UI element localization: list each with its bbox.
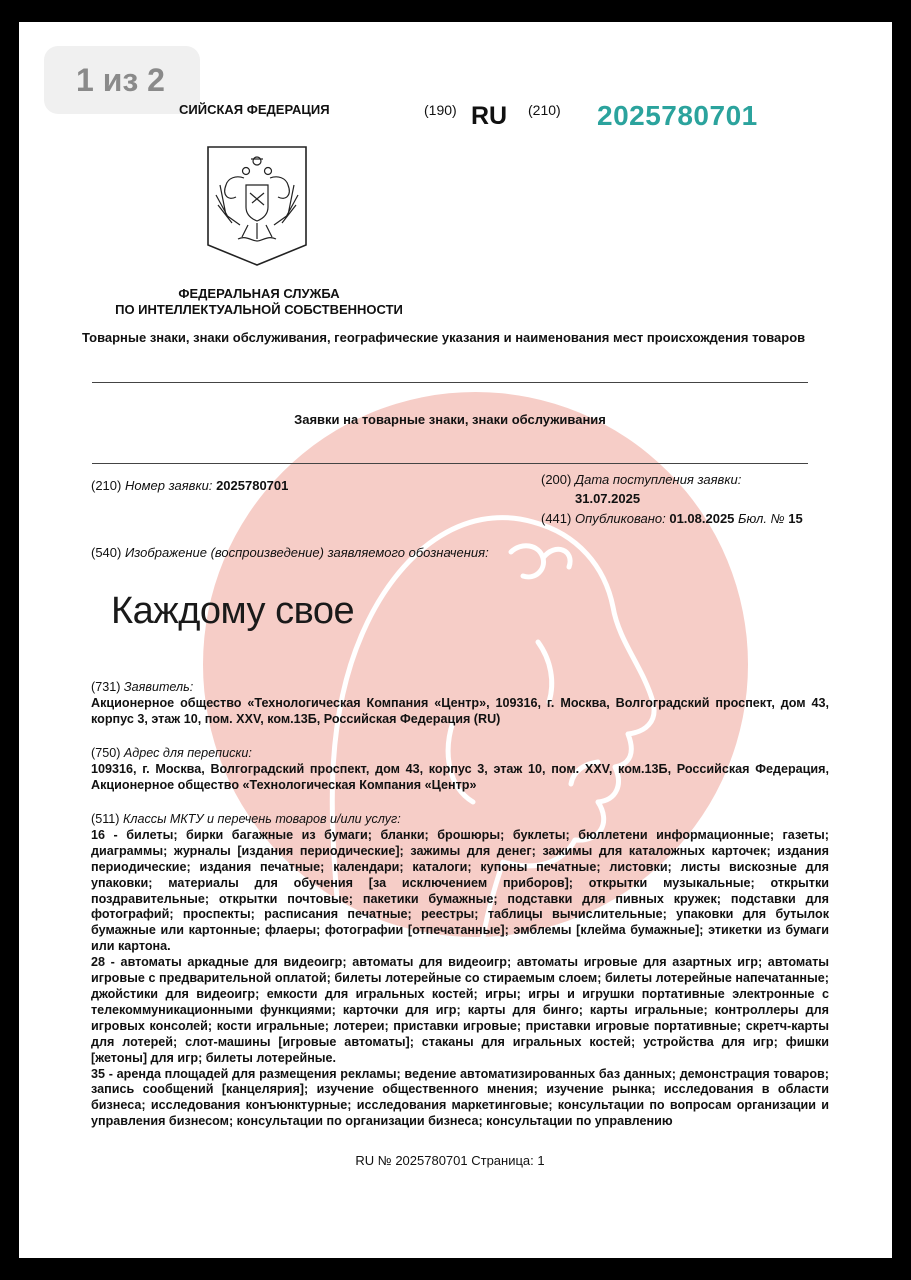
inid-code: (441) (541, 511, 572, 526)
classes-section (91, 812, 829, 1130)
agency-line-1: ФЕДЕРАЛЬНАЯ СЛУЖБА (178, 286, 340, 301)
field-label: Классы МКТУ и перечень товаров и/или услуг: (122, 812, 401, 826)
address-section (91, 746, 829, 794)
filing-date-value: 31.07.2025 (575, 491, 641, 506)
publication-field (541, 511, 803, 526)
section-title: Заявки на товарные знаки, знаки обслуживания (294, 412, 606, 427)
country-code: RU (471, 102, 508, 130)
address-text: 109316, г. Москва, Волгоградский проспект, дом 43, корпус 3, этаж 10, пом. XXV, ком.13Б, Российская Федерация, Акционерное общество «Технологическая Компания «Центр» (91, 761, 829, 792)
inid-code: (731) (91, 680, 121, 694)
publication-date-value: 01.08.2025 (669, 511, 735, 526)
inid-code: (511) (91, 812, 120, 826)
class-28-text: 28 - автоматы аркадные для видеоигр; автоматы для видеоигр; автоматы игровые для азартных игр; автоматы игровые с предварительной оплатой; билеты лотерейные со стираемым слоем; билеты лотерейные напечатанные; джойстики для видеоигр; емкости для игральных костей; игры; игры и игрушки портативные электронные с телекоммуникационными функциями; карточки для игр; карты для бинго; карты игральные; контроллеры для игровых консолей; кости игральные; лотереи; приставки игровые; приставки игровые портативные; скретч-карты для лотерей; слот-машины [игровые автоматы]; стаканы для игральных костей; устройства для игр; фишки [жетоны] для игр; билеты лотерейные. (91, 955, 829, 1065)
page-counter: 1 из 2 (44, 46, 200, 114)
agency-name (99, 286, 419, 318)
agency-line-2: ПО ИНТЕЛЛЕКТУАЛЬНОЙ СОБСТВЕННОСТИ (115, 302, 403, 317)
image-section-label (91, 545, 489, 560)
divider-bottom (92, 463, 808, 464)
field-label: Адрес для переписки: (123, 746, 252, 760)
coat-of-arms-emblem (206, 145, 308, 267)
field-label: Опубликовано: (574, 511, 666, 526)
inid-code-190: (190) (424, 102, 457, 118)
inid-code: (210) (91, 478, 122, 493)
page-footer: RU № 2025780701 Страница: 1 (355, 1153, 545, 1168)
trademark-text: Каждому свое (111, 590, 355, 632)
bulletin-number: 15 (788, 511, 803, 526)
class-35-text: 35 - аренда площадей для размещения рекламы; ведение автоматизированных баз данных; демонстрация товаров; запись сообщений [канцелярия]; изучение общественного мнения; изучение рынка; исследования в области бизнеса; исследования конъюнктурные; исследования маркетинговые; консультации по вопросам организации и управления бизнесом; консультации по организации бизнеса; консультации по управлению (91, 1066, 829, 1129)
field-label: Номер заявки: (124, 478, 213, 493)
field-label: Дата поступления заявки: (574, 472, 742, 487)
bulletin-label: Бюл. № (738, 511, 785, 526)
divider-top (92, 382, 808, 383)
application-number-header: 2025780701 (597, 100, 758, 131)
document-page (19, 22, 892, 1258)
application-number-field (91, 478, 288, 493)
inid-code-210: (210) (528, 102, 561, 118)
document-subtitle: Товарные знаки, знаки обслуживания, географические указания и наименования мест происхождения товаров (82, 330, 806, 345)
class-16-text: 16 - билеты; бирки багажные из бумаги; бланки; брошюры; буклеты; бюллетени информационные; газеты; диаграммы; журналы [издания периодические]; зажимы для денег; зажимы для каталожных карточек; издания периодические; издания печатные; календари; каталоги; купоны печатные; листовки; листы вискозные для упаковки; материалы для обучения [за исключением приборов]; открытки музыкальные; открытки поздравительные; открытки почтовые; пакетики бумажные; подставки для пивных кружек; подставки для фотографий; проспекты; расписания печатные; реестры; таблицы вычислительные; упаковки для бутылок бумажные или картонные; флаеры; фотографии [отпечатанные]; эмблемы [клейма бумажные]; этикетки из бумаги или картона. (91, 827, 829, 954)
applicant-text: Акционерное общество «Технологическая Компания «Центр», 109316, г. Москва, Волгоградский проспект, дом 43, корпус 3, этаж 10, пом. XXV, ком.13Б, Российская Федерация (RU) (91, 695, 829, 726)
inid-code: (750) (91, 746, 121, 760)
country-name: СИЙСКАЯ ФЕДЕРАЦИЯ (179, 102, 330, 117)
inid-code: (200) (541, 472, 572, 487)
filing-date-label-row (541, 472, 741, 487)
inid-code: (540) (91, 545, 122, 560)
field-label: Заявитель: (123, 680, 194, 694)
field-label: Изображение (воспроизведение) заявляемого обозначения: (124, 545, 489, 560)
application-number-value: 2025780701 (216, 478, 289, 493)
applicant-section (91, 680, 829, 728)
